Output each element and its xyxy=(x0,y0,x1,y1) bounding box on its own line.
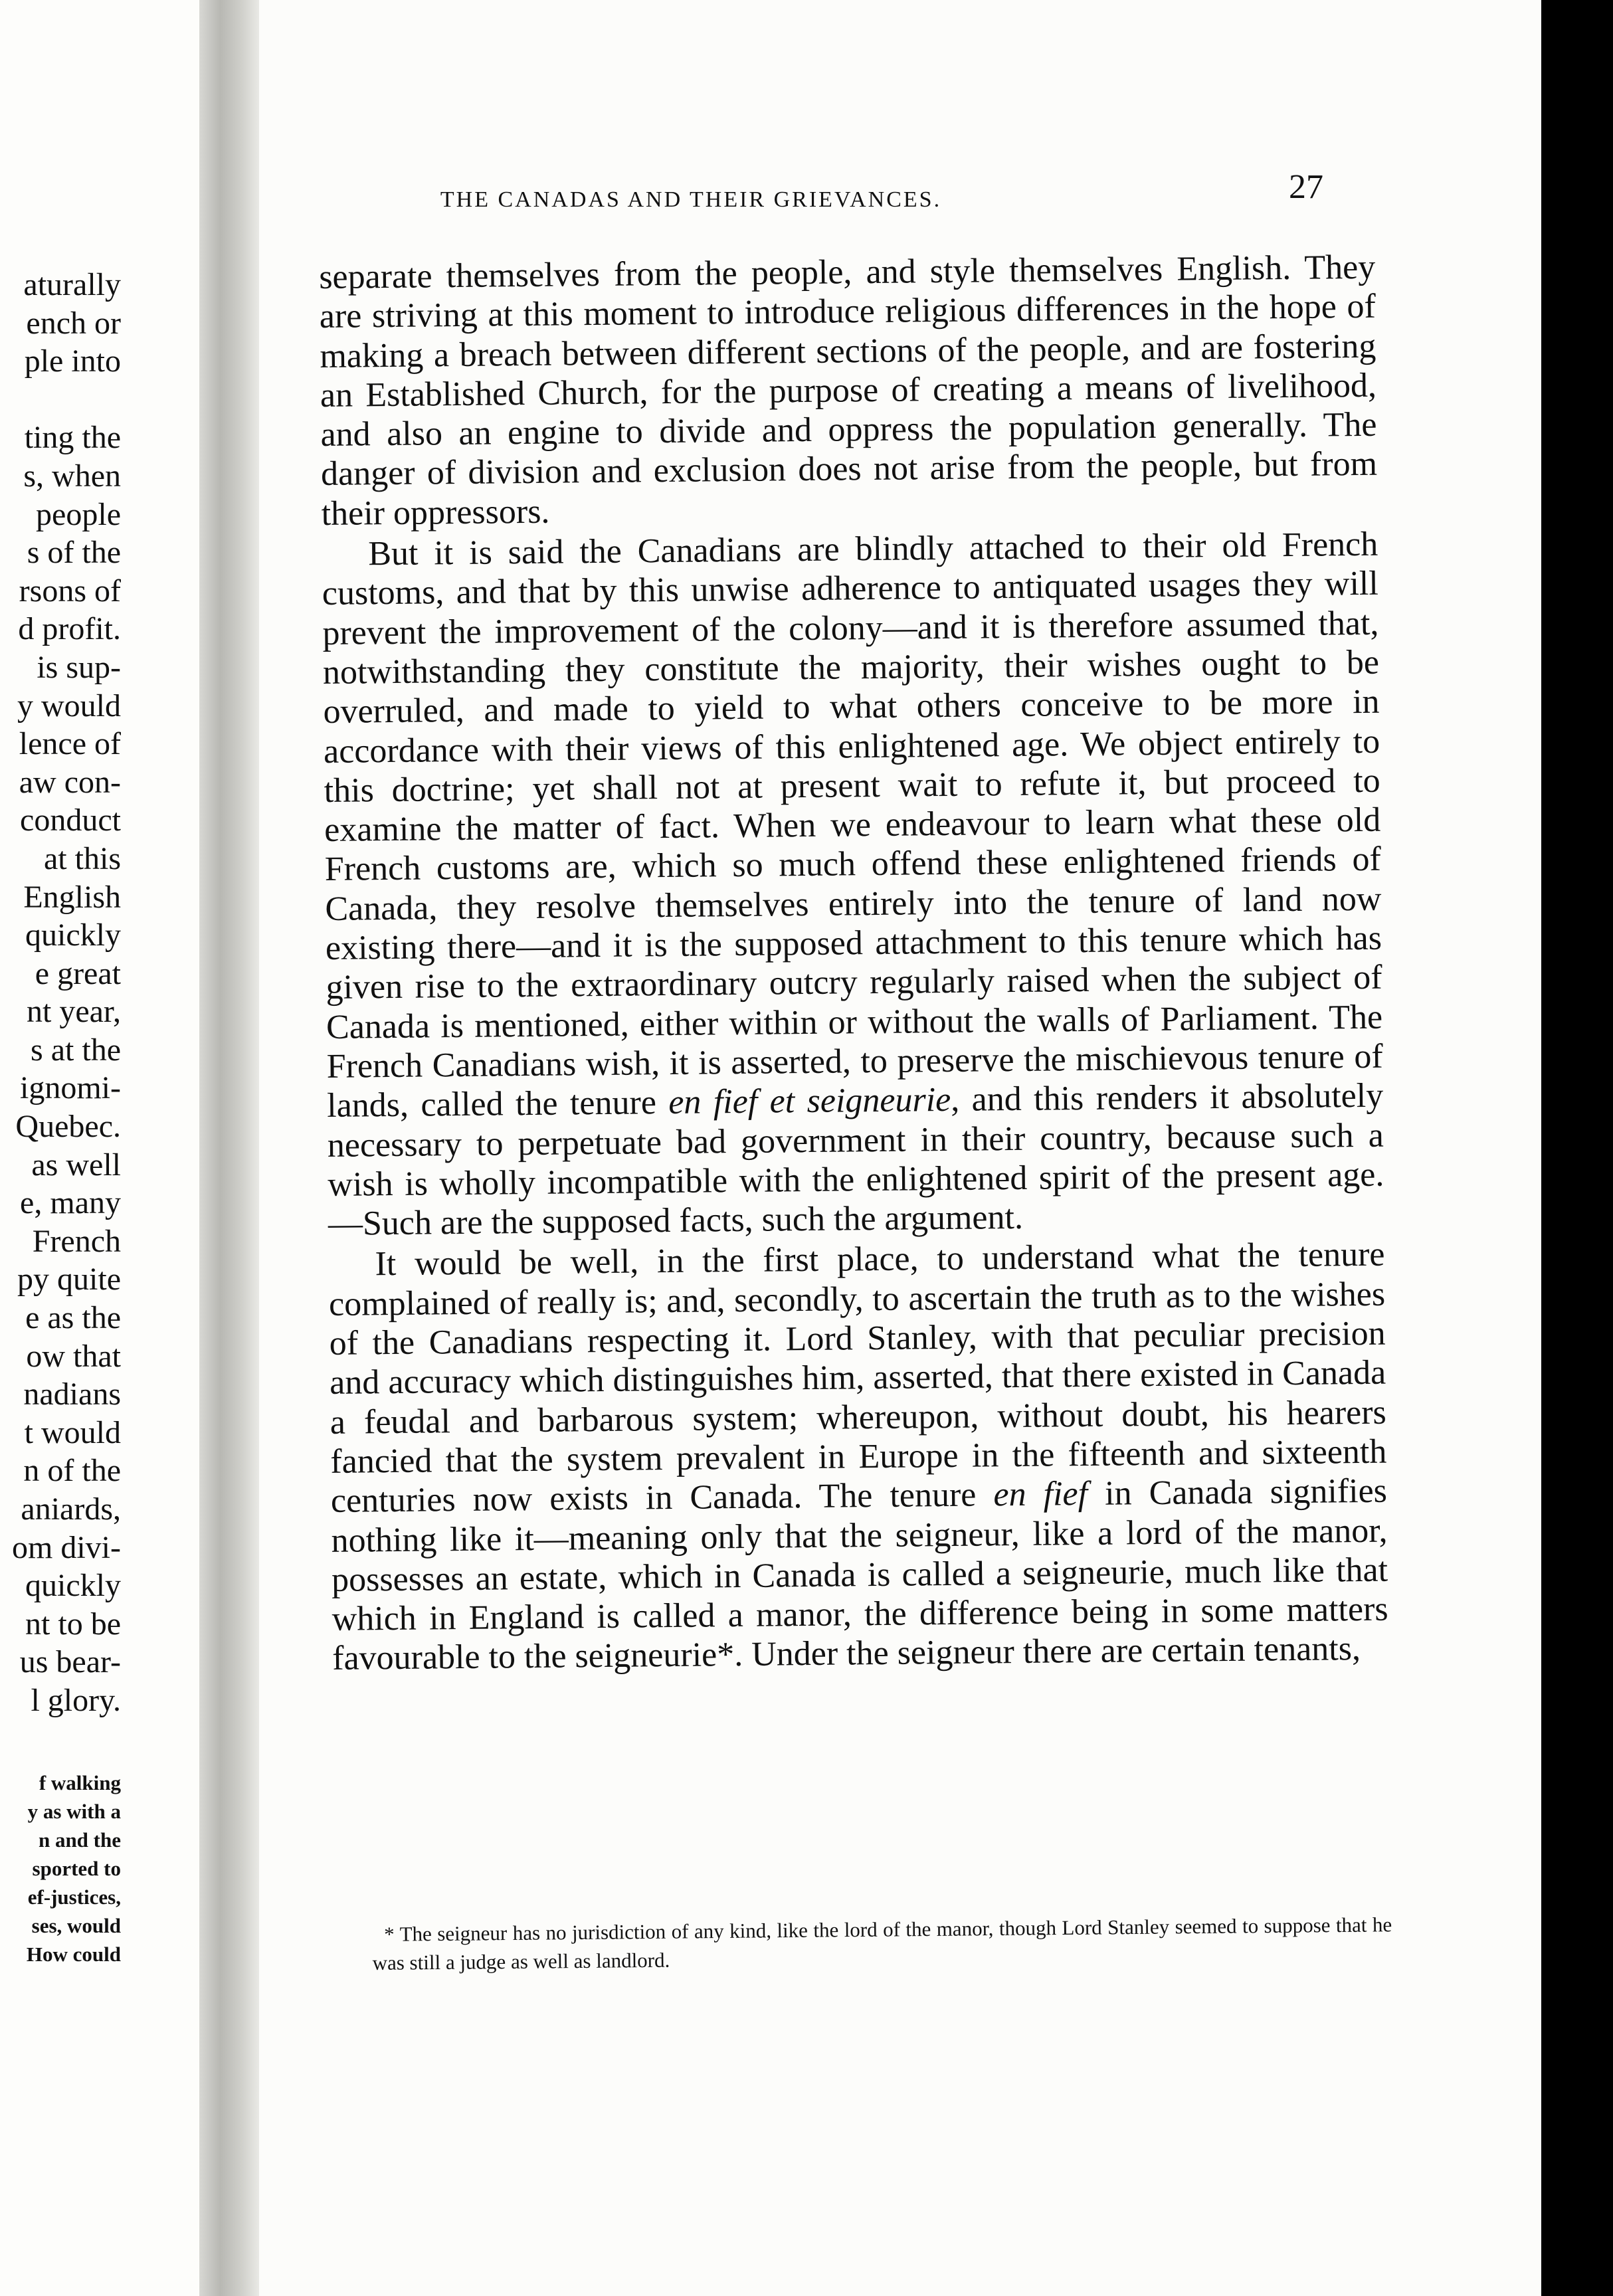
left-line: quickly xyxy=(25,1568,121,1604)
left-note-line: ef-justices, xyxy=(27,1885,121,1909)
paragraph-2: But it is said the Canadians are blindly attached to their old French customs, and that by this unwise adherence to antiquated usages they will prevent the improvement of the colony—and it is therefore assumed that, notwithstanding they constitute the majority, their wishes ought to be overruled, and made to yield to what others conceive to be more in accordance with their views of this enlightened age. We object entirely to this doctrine; yet shall not at present wait to refute it, but proceed to examine the matter of fact. When we endeavour to learn what these old French customs are, which so much offend these enlightened friends of Canada, they resolve themselves entirely into the tenure of land now existing there—and it is the supposed attachment to this tenure which has given rise to the extraordinary outcry regularly raised when the subject of Canada is mentioned, either within or without the walls of Parliament. The French Canadians wish, it is asserted, to preserve the mischievous tenure of lands, called the tenure en fief et seigneurie, and this renders it absolutely necessary to perpetuate bad government in their country, because such a wish is wholly incompatible with the enlightened spirit of the present age.—Such are the supposed facts, such the argument. xyxy=(322,525,1384,1244)
left-note-line: sported to xyxy=(32,1857,121,1880)
left-page-footnote xyxy=(0,1769,121,1968)
left-line: English xyxy=(23,879,121,915)
left-line: French xyxy=(32,1223,121,1259)
left-line: us bear- xyxy=(19,1644,121,1680)
left-note-line: f walking xyxy=(39,1771,121,1794)
left-line: ignomi- xyxy=(20,1070,121,1106)
left-line: ting the xyxy=(24,420,121,456)
left-page-fragment xyxy=(0,0,199,2296)
left-line: ple into xyxy=(24,343,121,379)
left-line xyxy=(0,381,121,419)
running-head: THE CANADAS AND THEIR GRIEVANCES. xyxy=(440,187,942,212)
left-line: nt year, xyxy=(26,994,121,1030)
book-gutter xyxy=(199,0,259,2296)
left-line: nt to be xyxy=(25,1606,121,1642)
left-line: s, when xyxy=(23,458,121,494)
left-note-line: ses, would xyxy=(31,1914,121,1937)
left-line: om divi- xyxy=(12,1529,121,1565)
left-line: e, many xyxy=(20,1185,121,1221)
scan-border xyxy=(1541,0,1613,2296)
left-line: d profit. xyxy=(18,611,121,647)
left-note-line: y as with a xyxy=(27,1800,121,1823)
left-line: as well xyxy=(31,1147,121,1183)
footnote xyxy=(372,1910,1392,1977)
left-line: e great xyxy=(35,955,121,991)
left-line: aniards, xyxy=(21,1491,121,1527)
left-line: e as the xyxy=(25,1300,121,1336)
left-line: y would xyxy=(17,688,121,723)
left-line: ench or xyxy=(26,305,121,341)
left-line: quickly xyxy=(25,917,121,953)
left-line: aw con- xyxy=(19,764,121,800)
paragraph-3: It would be well, in the first place, to understand what the tenure complained of really is; and, secondly, to ascertain the truth as to the wishes of the Canadians respecting it. Lord Stanley, with that peculiar precision and accuracy which distinguishes him, asserted, that there existed in Canada a feudal and barbarous system; whereupon, without doubt, his hearers fancied that the system prevalent in Europe in the fifteenth and sixteenth centuries now exists in Canada. The tenure en fief in Canada signifies nothing like it—meaning only that the seigneur, like a lord of the manor, possesses an estate, which in Canada is called a seigneurie, much like that which in England is called a manor, the difference being in some matters favourable to the seigneurie*. Under the seigneur there are certain tenants, xyxy=(328,1236,1388,1678)
left-line: Quebec. xyxy=(15,1109,121,1145)
footnote-text: * The seigneur has no jurisdiction of any kind, like the lord of the manor, though Lord Stanley seemed to suppose that he was still a judge as well as landlord. xyxy=(372,1913,1392,1974)
left-line: people xyxy=(36,496,121,532)
left-line: rsons of xyxy=(19,573,121,609)
left-line: nadians xyxy=(23,1377,121,1412)
left-line: n of the xyxy=(23,1453,121,1489)
body-text xyxy=(319,248,1388,1679)
left-line: is sup- xyxy=(37,649,121,685)
left-line: conduct xyxy=(20,803,121,838)
left-line: py quite xyxy=(17,1262,121,1297)
left-note-line: n and the xyxy=(38,1828,121,1852)
left-line: l glory. xyxy=(31,1682,121,1718)
page-number: 27 xyxy=(1289,168,1323,206)
left-note-line: How could xyxy=(26,1943,121,1966)
left-line: t would xyxy=(24,1414,121,1450)
left-line: s at the xyxy=(31,1032,121,1068)
left-line: at this xyxy=(44,840,121,876)
left-line: lence of xyxy=(19,726,121,762)
left-page-text xyxy=(0,266,121,1720)
left-line: ow that xyxy=(26,1338,121,1374)
left-line: s of the xyxy=(27,535,121,571)
paragraph-1: separate themselves from the people, and style themselves English. They are striving at this moment to introduce religious differences in the hope of making a breach between different sections of the people, and are fostering an Established Church, for the purpose of creating a means of livelihood, and also an engine to divide and oppress the population generally. The danger of division and exclusion does not arise from the people, but from their oppressors. xyxy=(319,248,1378,533)
left-line: aturally xyxy=(23,267,121,302)
